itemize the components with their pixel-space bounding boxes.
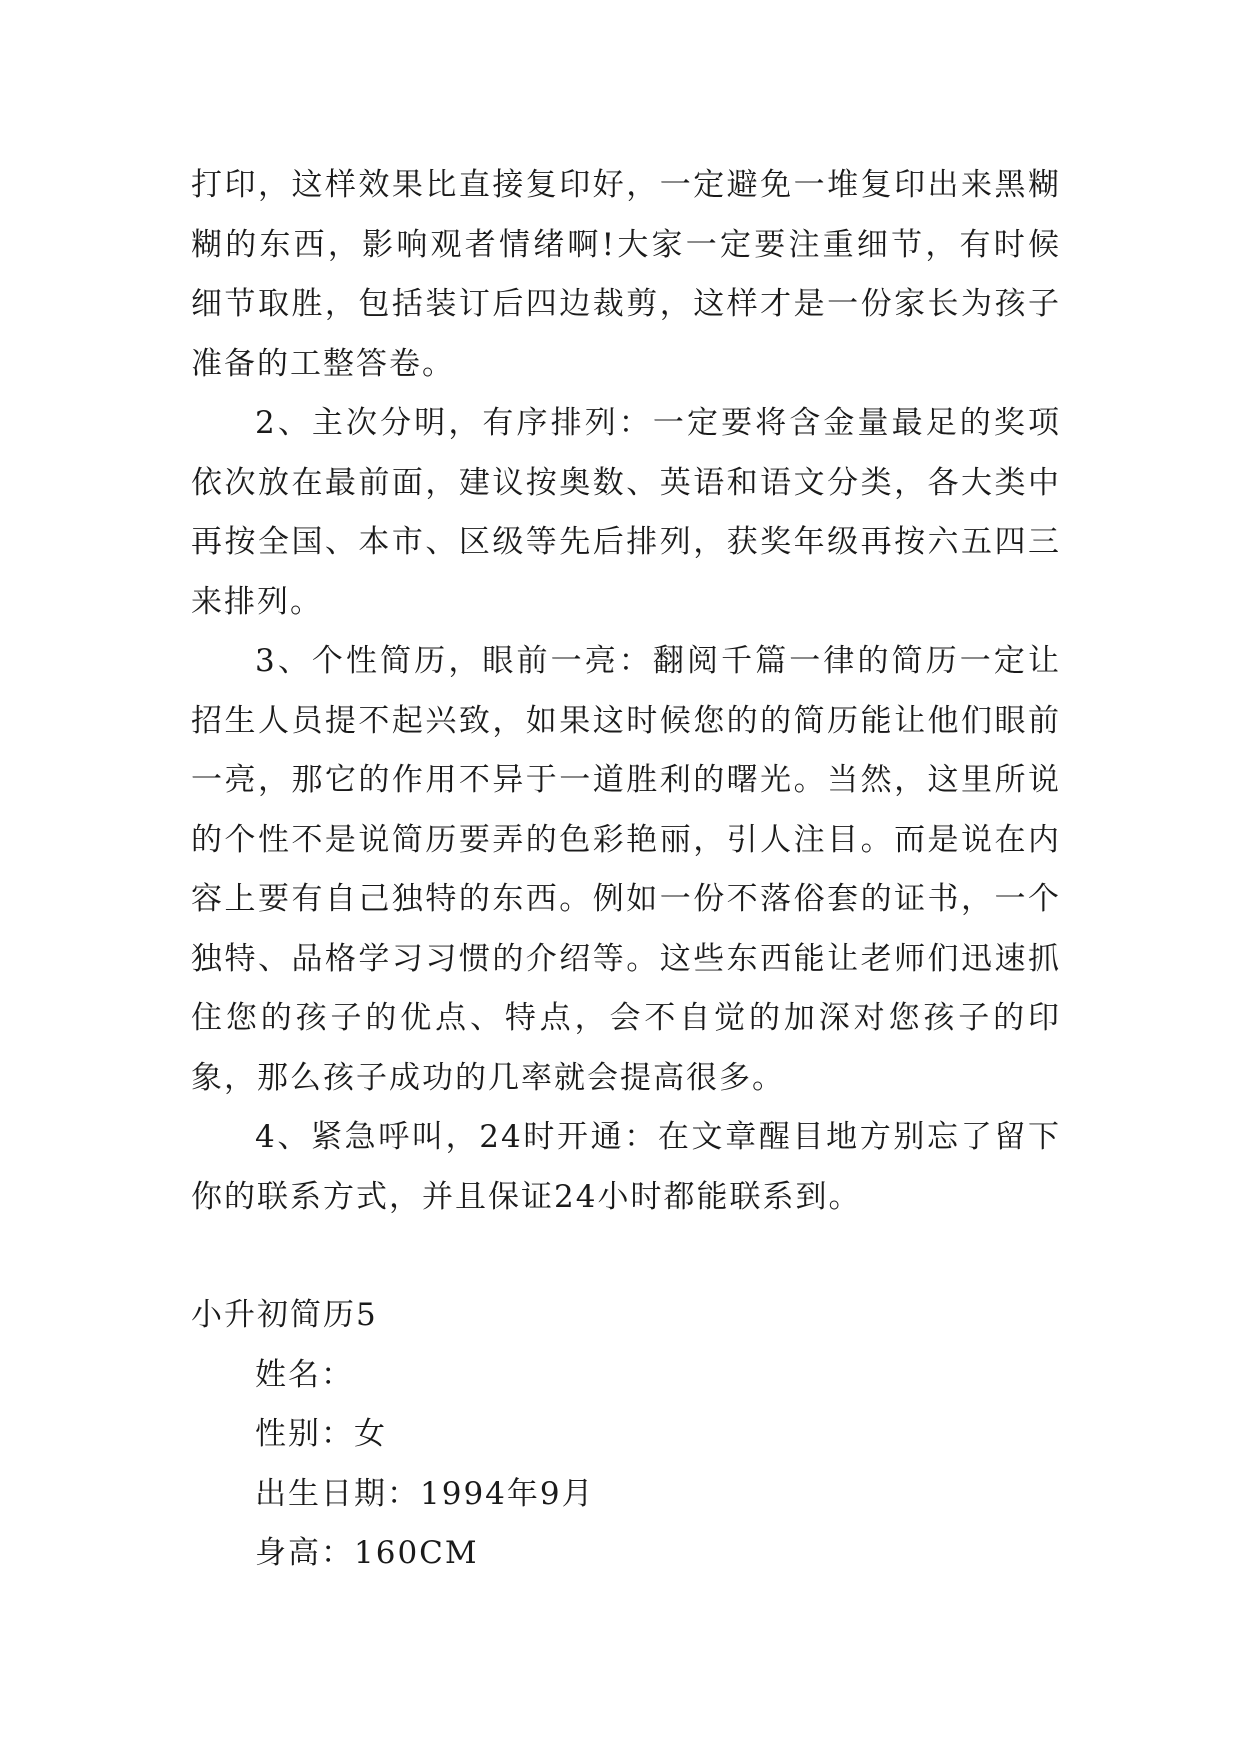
paragraph-printing-tips: 打印，这样效果比直接复印好，一定避免一堆复印出来黑糊糊的东西，影响观者情绪啊!大家一定要注重细节，有时候细节取胜，包括装订后四边裁剪，这样才是一份家长为孩子准备的工整答卷。 [191, 167, 1061, 382]
document-body [191, 156, 1061, 1584]
paragraph-contact-tips: 4、紧急呼叫，24时开通：在文章醒目地方别忘了留下你的联系方式，并且保证24小时都能联系到。 [191, 1119, 1061, 1215]
section-title: 小升初简历5 [191, 1297, 378, 1333]
paragraph-ordering-tips: 2、主次分明，有序排列：一定要将含金量最足的奖项依次放在最前面，建议按奥数、英语和语文分类，各大类中再按全国、本市、区级等先后排列，获奖年级再按六五四三来排列。 [191, 405, 1061, 620]
paragraph-personality-tips: 3、个性简历，眼前一亮：翻阅千篇一律的简历一定让招生人员提不起兴致，如果这时候您的的简历能让他们眼前一亮，那它的作用不异于一道胜利的曙光。当然，这里所说的个性不是说简历要弄的色彩艳丽，引人注目。而是说在内容上要有自己独特的东西。例如一份不落俗套的证书，一个独特、品格学习习惯的介绍等。这些东西能让老师们迅速抓住您的孩子的优点、特点，会不自觉的加深对您孩子的印象，那么孩子成功的几率就会提高很多。 [191, 643, 1061, 1096]
field-name: 姓名： [255, 1356, 354, 1393]
field-height: 身高：160CM [255, 1535, 479, 1571]
field-birth-date: 出生日期：1994年9月 [255, 1475, 595, 1512]
field-gender: 性别：女 [255, 1416, 387, 1452]
